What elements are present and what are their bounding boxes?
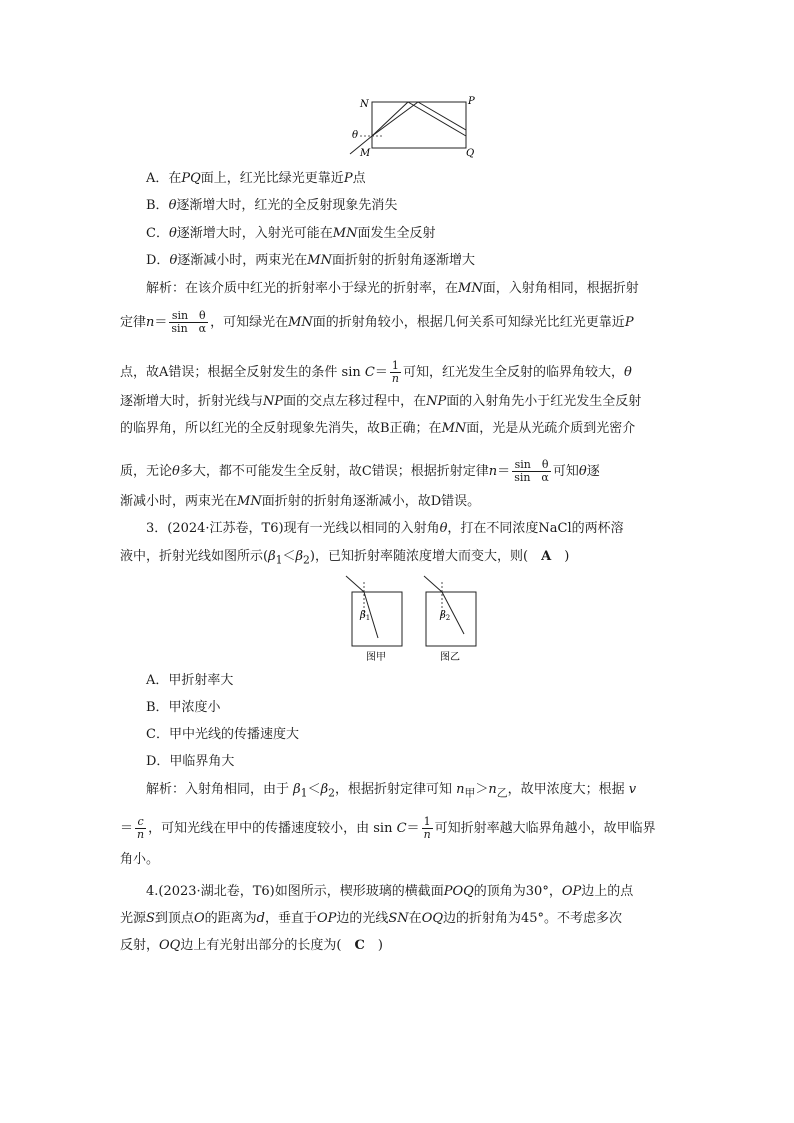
label-N: N [360, 99, 369, 110]
q2-analysis-line-1: 解析：在该介质中红光的折射率小于绿光的折射率，在MN面，入射角相同，根据折射 [146, 281, 639, 296]
q3-option-c: C．甲中光线的传播速度大 [146, 727, 299, 742]
q2-analysis-line-3: 点，故A错误；根据全反射发生的条件 sin C＝ $\frac{1}{n}$ 可知，红光发生全反射的临界角较大，θ [120, 359, 632, 385]
q2-analysis-line-4: 逐渐增大时，折射光线与NP面的交点左移过程中，在NP面的入射角先小于红光发生全反射 [120, 394, 642, 409]
caption-jia: 图甲 [366, 652, 386, 663]
label-theta: θ [352, 130, 359, 141]
beaker-figure [340, 572, 490, 664]
q3-option-b: B．甲浓度小 [146, 700, 221, 715]
caption-yi: 图乙 [440, 652, 460, 663]
label-Q: Q [466, 148, 475, 159]
q4-stem-line-2: 光源S到顶点O的距离为d，垂直于OP边的光线SN在OQ边的折射角为45°。不考虑多次 [120, 911, 623, 926]
q3-option-a: A．甲折射率大 [146, 673, 234, 688]
q2-option-a: A．在PQ面上，红光比绿光更靠近P点 [146, 171, 366, 186]
fraction-one-over-n: $\frac{1}{n}$ [391, 359, 399, 385]
ray-in-jia [346, 576, 364, 592]
q3-analysis-line-3: 角小。 [120, 852, 160, 867]
label-M: M [360, 148, 371, 159]
q4-stem-line-3: 反射，OQ边上有光射出部分的长度为( C ) [120, 938, 383, 953]
label-P: P [468, 96, 475, 107]
ray-green-2 [418, 102, 466, 130]
ray-red-1 [372, 102, 408, 136]
ray-in-yi [424, 576, 442, 592]
q4-answer: C [354, 938, 365, 953]
fraction-sin-2: $\frac{\text{sin θ}}{\text{sin α}}$ [514, 458, 549, 484]
q2-analysis-line-2: 定律n＝ $\frac{\text{sin θ}}{\text{sin α}}$ ，可知绿光在MN面的折射角较小，根据几何关系可知绿光比红光更靠近P [120, 309, 634, 335]
q2-analysis-line-5: 的临界角，所以红光的全反射现象先消失，故B正确；在MN面，光是从光疏介质到光密介 [120, 421, 636, 436]
q3-stem-line-2: 液中，折射光线如图所示$(\beta_1<\beta_2)$，已知折射率随浓度增大而变大，则( A ) [120, 549, 570, 567]
q2-analysis-line-6: 质，无论θ多大，都不可能发生全反射，故C错误；根据折射定律n＝ $\frac{\text{sin θ}}{\text{sin α}}$ 可知θ逐 [120, 458, 600, 484]
q3-stem-line-1: 3．(2024·江苏卷，T6)现有一光线以相同的入射角θ，打在不同浓度NaCl的两杯溶 [146, 521, 624, 536]
label-beta1: $\beta_1$ [360, 610, 371, 622]
q2-analysis-line-7: 渐减小时，两束光在MN面折射的折射角逐渐减小，故D错误。 [120, 494, 481, 509]
label-beta2: $\beta_2$ [440, 610, 451, 622]
ray-red-2 [408, 102, 466, 136]
beaker-yi [426, 592, 476, 646]
q3-analysis-line-1: 解析：入射角相同，由于 $\beta_1<\beta_2$，根据折射定律可知 $n_甲>n_乙$，故甲浓度大；根据 v [146, 782, 637, 800]
fraction-sin: $\frac{\text{sin θ}}{\text{sin α}}$ [171, 309, 207, 335]
q3-option-d: D．甲临界角大 [146, 754, 235, 769]
ray-green-1 [372, 102, 418, 136]
q3-answer: A [541, 549, 552, 564]
q2-option-d: D．θ逐渐减小时，两束光在MN面折射的折射角逐渐增大 [146, 253, 475, 268]
q4-stem-line-1: 4.(2023·湖北卷，T6)如图所示，楔形玻璃的横截面POQ的顶角为30°，OP边上的点 [146, 884, 634, 899]
prism-figure [340, 92, 490, 162]
fraction-one-over-n-2: $\frac{1}{n}$ [423, 815, 431, 841]
fraction-c-over-n: $\frac{c}{n}$ [137, 815, 145, 841]
q2-option-b: B．θ逐渐增大时，红光的全反射现象先消失 [146, 198, 398, 213]
q3-analysis-line-2: ＝ $\frac{c}{n}$ ，可知光线在甲中的传播速度较小，由 sin C＝ $\frac{1}{n}$ 可知折射率越大临界角越小，故甲临界 [120, 815, 656, 841]
q2-option-c: C．θ逐渐增大时，入射光可能在MN面发生全反射 [146, 226, 436, 241]
